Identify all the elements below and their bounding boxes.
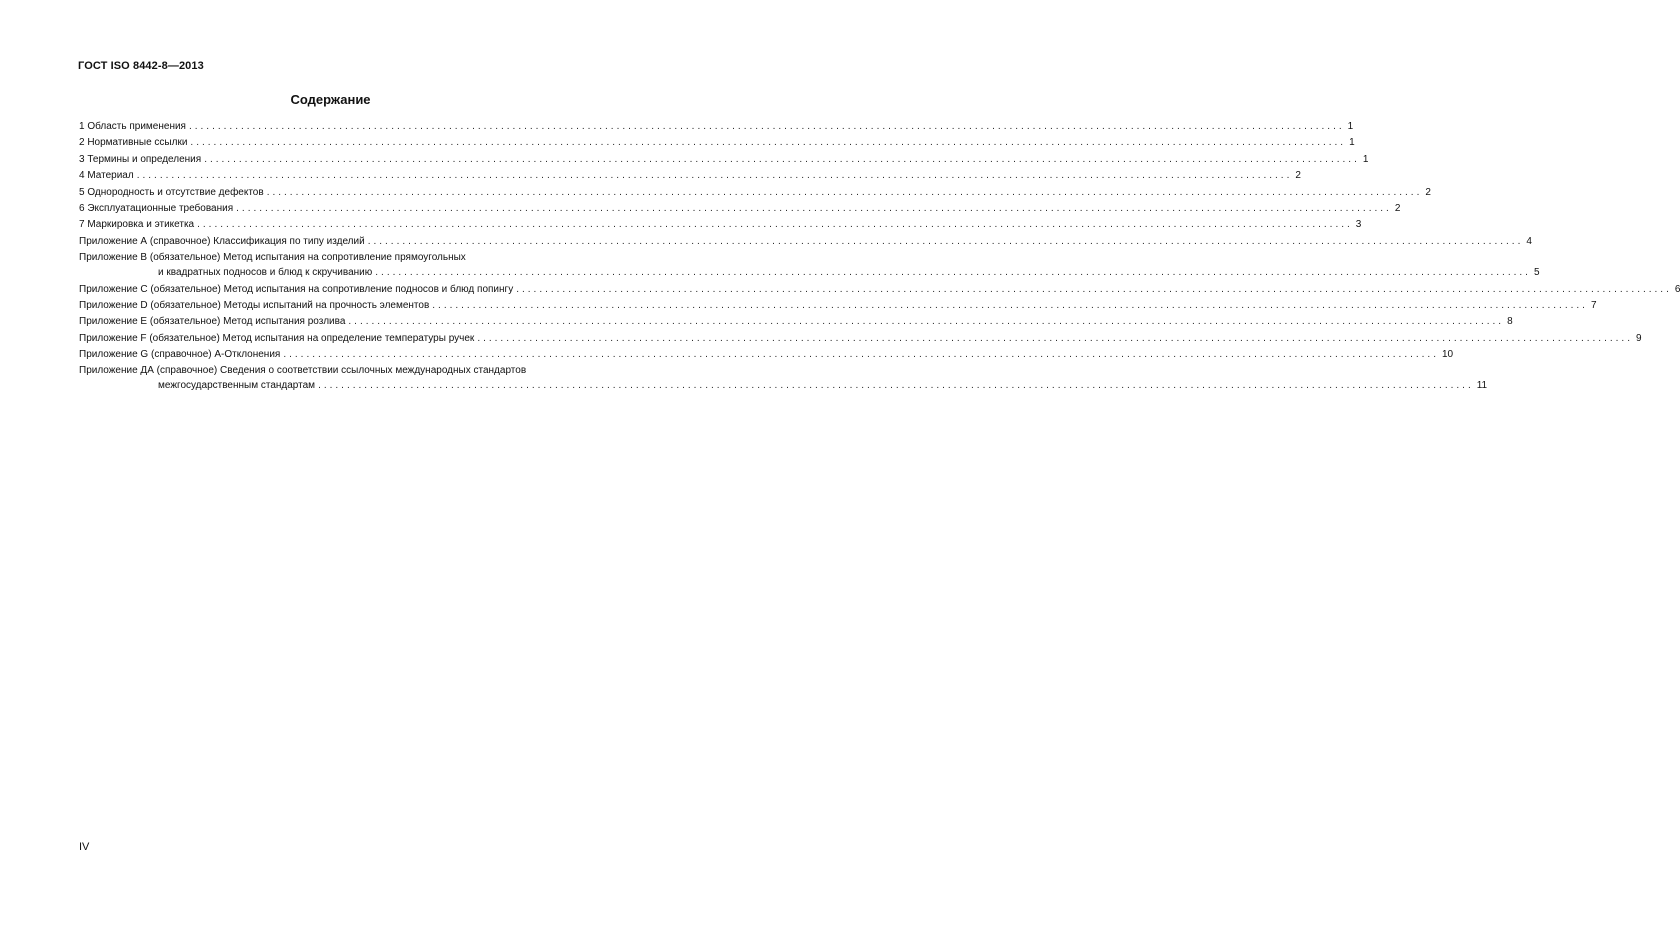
dot-leader: ........................................................................................................................................................................................................ (367, 235, 1524, 247)
toc-entry-title: 6 Эксплуатационные требования (79, 202, 234, 214)
toc-entry-title: 1 Область применения (79, 121, 186, 132)
toc-entry-page: 2 (1295, 170, 1301, 182)
toc-entry-page: 6 (1674, 283, 1680, 295)
toc-entry-title: Приложение В (обязательное) Метод испытания на сопротивление прямоугольных (79, 252, 466, 264)
dot-leader: ........................................................................................................................................................................................................ (136, 170, 1293, 182)
toc-entry-page: 7 (1590, 299, 1597, 311)
dot-leader: ........................................................................................................................................................................................................ (348, 316, 1505, 328)
toc-entry-title: Приложение ДА (справочное) Сведения о соответствии ссылочных международных стандартов (79, 365, 527, 377)
toc-entry-page: 1 (1347, 121, 1354, 132)
toc-entry[interactable] (79, 217, 1362, 232)
document-code: ГОСТ ISO 8442-8—2013 (78, 60, 204, 72)
dot-leader: ........................................................................................................................................................................................................ (188, 121, 1345, 132)
toc-entry-page: 10 (1442, 349, 1454, 361)
toc-entry[interactable] (79, 185, 1431, 200)
toc-entry-title: 2 Нормативные ссылки (79, 137, 188, 149)
dot-leader: ........................................................................................................................................................................................................ (318, 380, 1474, 392)
dot-leader: ........................................................................................................................................................................................................ (266, 186, 1423, 198)
page-number: IV (79, 841, 90, 853)
toc-entry[interactable] (79, 250, 1540, 280)
toc-entry[interactable] (79, 331, 1642, 346)
toc-entry[interactable] (79, 347, 1454, 362)
toc-entry-page: 8 (1507, 316, 1513, 328)
table-of-contents (79, 119, 1680, 395)
toc-entry-title: 4 Материал (79, 170, 134, 182)
dot-leader: ........................................................................................................................................................................................................ (375, 267, 1531, 279)
toc-entry-title: Приложение G (справочное) А-Отклонения (79, 349, 281, 361)
toc-entry-page: 9 (1635, 332, 1642, 344)
toc-entry-page: 5 (1533, 267, 1540, 279)
toc-entry[interactable] (79, 119, 1354, 134)
toc-entry-title: Приложение Е (обязательное) Метод испытания розлива (79, 316, 346, 328)
dot-leader: ........................................................................................................................................................................................................ (283, 349, 1439, 361)
dot-leader: ........................................................................................................................................................................................................ (477, 332, 1633, 344)
dot-leader: ........................................................................................................................................................................................................ (236, 202, 1392, 214)
toc-entry-title: 7 Маркировка и этикетка (79, 219, 195, 231)
dot-leader: ........................................................................................................................................................................................................ (204, 153, 1360, 165)
toc-entry[interactable] (79, 234, 1532, 249)
toc-entry-page: 3 (1355, 219, 1362, 231)
toc-entry-page: 4 (1526, 235, 1532, 247)
toc-entry[interactable] (79, 363, 1488, 393)
toc-entry-title: 3 Термины и определения (79, 153, 202, 165)
toc-entry-title: Приложение F (обязательное) Метод испытания на определение температуры ручек (79, 332, 475, 344)
toc-entry[interactable] (79, 298, 1597, 313)
toc-entry-page: 1 (1349, 137, 1355, 149)
dot-leader: ........................................................................................................................................................................................................ (432, 299, 1588, 311)
dot-leader: ........................................................................................................................................................................................................ (190, 137, 1347, 149)
toc-entry-title: 5 Однородность и отсутствие дефектов (79, 186, 264, 198)
toc-title: Содержание (290, 92, 371, 107)
toc-entry[interactable] (79, 152, 1369, 167)
toc-entry-title: и квадратных подносов и блюд к скручиванию (158, 267, 373, 279)
toc-entry-page: 2 (1394, 202, 1401, 214)
toc-entry-page: 11 (1476, 380, 1488, 392)
dot-leader: ........................................................................................................................................................................................................ (516, 283, 1672, 295)
toc-entry-page: 2 (1425, 186, 1431, 198)
dot-leader: ........................................................................................................................................................................................................ (197, 219, 1353, 231)
toc-entry[interactable] (79, 314, 1513, 329)
toc-entry[interactable] (79, 168, 1301, 183)
toc-entry[interactable] (79, 201, 1401, 216)
toc-entry[interactable] (79, 135, 1355, 150)
toc-entry-title: Приложение D (обязательное) Методы испытаний на прочность элементов (79, 299, 430, 311)
toc-entry-title: Приложение А (справочное) Классификация по типу изделий (79, 235, 365, 247)
toc-entry[interactable] (79, 282, 1680, 297)
toc-entry-title: Приложение С (обязательное) Метод испытания на сопротивление подносов и блюд попингу (79, 283, 514, 295)
toc-entry-title: межгосударственным стандартам (158, 380, 316, 392)
toc-entry-page: 1 (1362, 153, 1369, 165)
